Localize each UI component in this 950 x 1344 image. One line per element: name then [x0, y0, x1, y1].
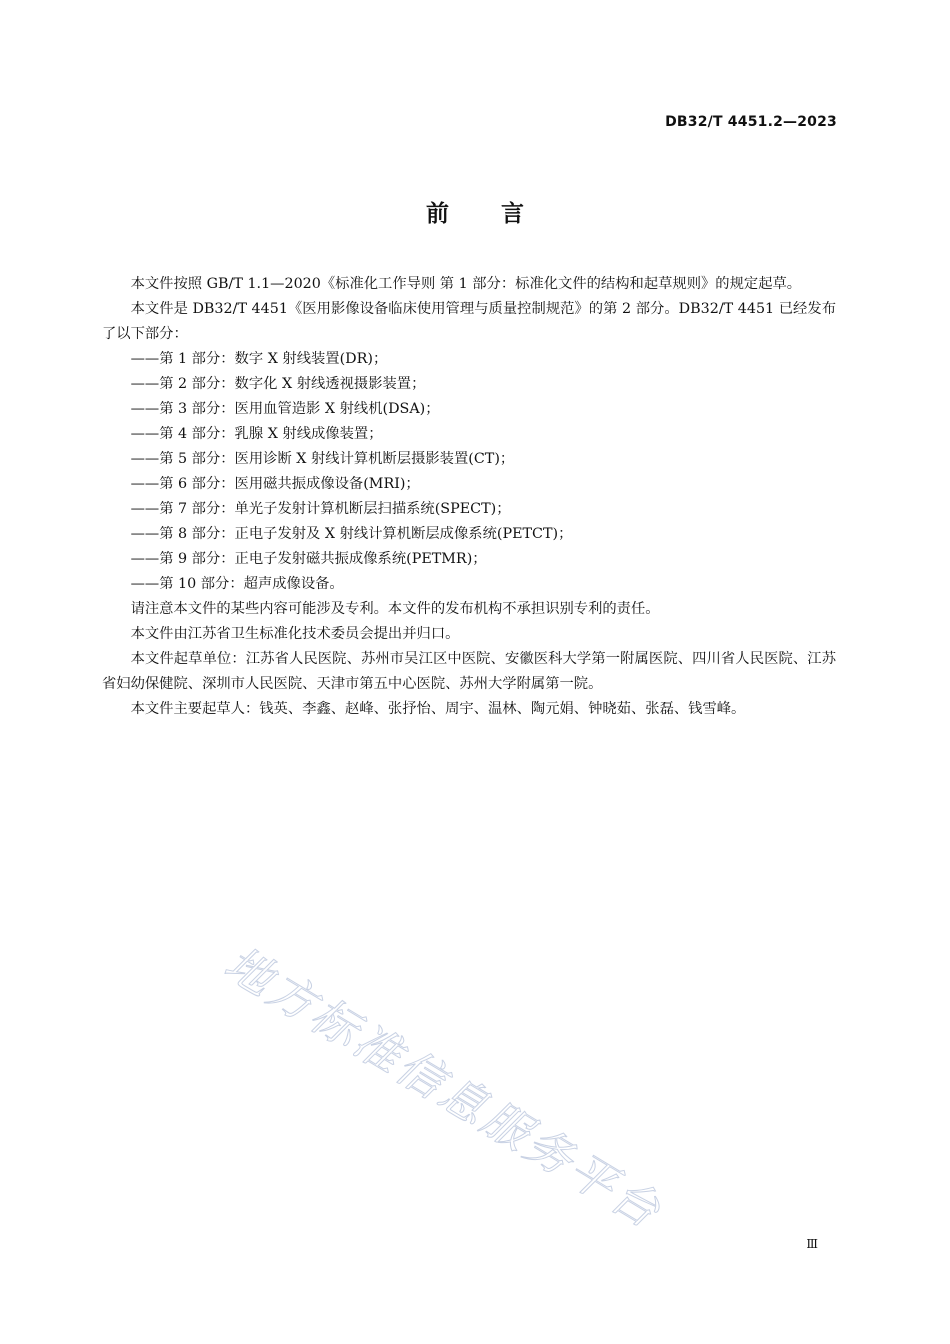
paragraph: 本文件是 DB32/T 4451《医用影像设备临床使用管理与质量控制规范》的第 2 部分。DB32/T 4451 已经发布了以下部分： [102, 301, 836, 342]
list-item: ——第 5 部分：医用诊断 X 射线计算机断层摄影装置(CT)； [130, 451, 515, 467]
list-item: ——第 10 部分：超声成像设备。 [130, 576, 344, 592]
parts-list [102, 347, 836, 597]
list-item: ——第 6 部分：医用磁共振成像设备(MRI)； [130, 476, 420, 492]
paragraph: 本文件按照 GB/T 1.1—2020《标准化工作导则 第 1 部分：标准化文件的结构和起草规则》的规定起草。 [130, 276, 802, 292]
page-title: 前言 [426, 201, 576, 227]
watermark: 地方标准信息服务平台 [215, 935, 672, 1240]
list-item: ——第 8 部分：正电子发射及 X 射线计算机断层成像系统(PETCT)； [130, 526, 573, 542]
document-body [102, 272, 836, 722]
document-code: DB32/T 4451.2—2023 [665, 114, 837, 130]
list-item: ——第 1 部分：数字 X 射线装置(DR)； [130, 351, 388, 367]
list-item: ——第 4 部分：乳腺 X 射线成像装置； [130, 426, 383, 442]
paragraph: 请注意本文件的某些内容可能涉及专利。本文件的发布机构不承担识别专利的责任。 [130, 601, 660, 617]
list-item: ——第 3 部分：医用血管造影 X 射线机(DSA)； [130, 401, 440, 417]
list-item: ——第 9 部分：正电子发射磁共振成像系统(PETMR)； [130, 551, 487, 567]
list-item: ——第 2 部分：数字化 X 射线透视摄影装置； [130, 376, 426, 392]
paragraph: 本文件由江苏省卫生标准化技术委员会提出并归口。 [130, 626, 460, 642]
paragraph: 本文件起草单位：江苏省人民医院、苏州市吴江区中医院、安徽医科大学第一附属医院、四川省人民医院、江苏省妇幼保健院、深圳市人民医院、天津市第五中心医院、苏州大学附属第一院。 [102, 651, 836, 692]
paragraph: 本文件主要起草人：钱英、李鑫、赵峰、张抒怡、周宇、温林、陶元娟、钟晓茹、张磊、钱雪峰。 [130, 701, 746, 717]
page-number: Ⅲ [806, 1237, 818, 1251]
list-item: ——第 7 部分：单光子发射计算机断层扫描系统(SPECT)； [130, 501, 511, 517]
